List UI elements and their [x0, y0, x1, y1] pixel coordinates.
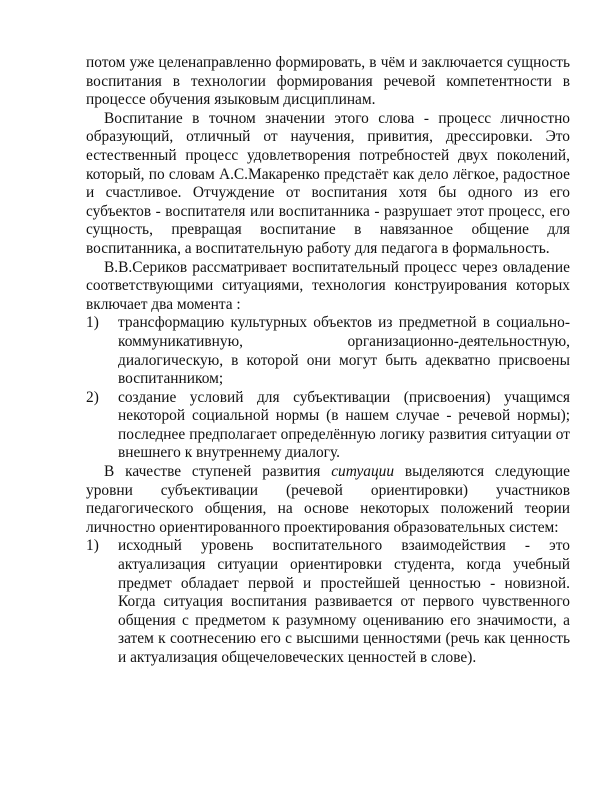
list-item-text: исходный уровень воспитательного взаимодействия - это актуализация ситуации ориентировки студента, когда учебный предмет обладает первой и простейшей ценностью - новизной. Когда ситуация воспитания развивается от первого чувственного общения с предметом к разумному оцениванию его значимости, а затем к соотнесению его с высшими ценностями (речь как ценность и актуализация общечеловеческих ценностей в слове).: [118, 537, 570, 666]
list-item: [86, 314, 570, 388]
paragraph-text: выделяются следующие уровни субъективации (речевой ориентировки) участников педагогического общения, на основе некоторых положений теории личностно ориентированного проектирования образовательных систем:: [86, 463, 570, 536]
paragraph: [86, 463, 570, 537]
list-number: 1): [86, 537, 99, 555]
paragraph: Воспитание в точном значении этого слова - процесс личностно образующий, отличный от научения, привития, дрессировки. Это естественный процесс удовлетворения потребностей двух поколений, который, по словам А.С.Макаренко предстаёт как дело лёгкое, радостное и счастливое. Отчуждение от воспитания хотя бы одного из его субъектов - воспитателя или воспитанника - разрушает этот процесс, его сущность, превращая воспитание в навязанное общение для воспитанника, а воспитательную работу для педагога в формальность.: [86, 109, 570, 257]
list-number: 1): [86, 314, 99, 332]
list-item-text: трансформацию культурных объектов из предметной в социально-коммуникативную, организационно-деятельностную, диалогическую, в которой они могут быть адекватно присвоены воспитанником;: [118, 314, 570, 388]
list-item-text: создание условий для субъективации (присвоения) учащимся некоторой социальной нормы (в нашем случае - речевой нормы); последнее предполагает определённую логику развития ситуации от внешнего к внутреннему диалогу.: [118, 388, 570, 462]
numbered-list: [86, 314, 570, 463]
list-item: [86, 537, 570, 667]
document-page: [86, 54, 570, 668]
italic-term: ситуации: [331, 463, 395, 481]
numbered-list: [86, 537, 570, 667]
paragraph: потом уже целенаправленно формировать, в чём и заключается сущность воспитания в технологии формирования речевой компетентности в процессе обучения языковым дисциплинам.: [86, 54, 570, 109]
paragraph-text: В качестве ступеней развития: [104, 463, 332, 481]
paragraph: В.В.Сериков рассматривает воспитательный процесс через овладение соответствующими ситуациями, технология конструирования которых включает два момента :: [86, 258, 570, 313]
list-number: 2): [86, 388, 99, 406]
list-item: [86, 389, 570, 463]
